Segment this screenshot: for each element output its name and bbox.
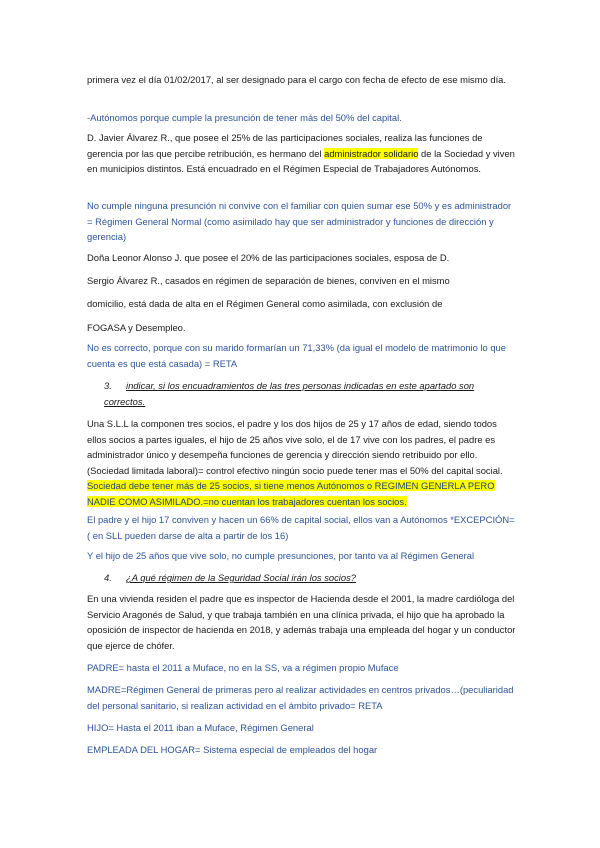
sll-text: Una S.L.L la componen tres socios, el padre y los dos hijos de 25 y 17 años de edad, siendo todos ellos socios a partes iguales, el hijo de 25 años vive solo, el de 17 vive con los padres, el padre es administrador único y desempeña funciones de gerencia y dirección siendo retribuido por ello. (Sociedad limitada laboral)= control efectivo ningún socio puede tener mas el 50% del capital social. <box>87 418 503 476</box>
highlight-sll-answer: Sociedad debe tener más de 25 socios, si tiene menos Autónomos o REGIMEN GENERLA PERO NADIE COMO ASIMILADO.=no cuentan los trabajadores cuentan los socios. <box>87 480 495 507</box>
answer-leonor: No es correcto, porque con su marido formarían un 71,33% (da igual el modelo de matrimonio lo que cuenta es que está casada) = RETA <box>87 342 506 369</box>
heading-4-text: ¿A qué régimen de la Seguridad Social irán los socios? <box>126 572 356 583</box>
paragraph-leonor-2: Sergio Álvarez R., casados en régimen de separación de bienes, conviven en el mismo <box>87 275 450 286</box>
highlight-administrador: administrador solidario <box>324 147 419 159</box>
answer-hijo: HIJO= Hasta el 2011 iban a Muface, Régimen General <box>87 722 314 733</box>
paragraph-leonor-1: Doña Leonor Alonso J. que posee el 20% de las participaciones sociales, esposa de D. <box>87 252 450 263</box>
answer-autonomos: -Autónomos porque cumple la presunción de tener más del 50% del capital. <box>87 112 402 123</box>
heading-3-text: indicar, si los encuadramientos de las tres personas indicadas en este apartado son correctos. <box>104 380 475 407</box>
section-heading-4 <box>104 570 514 586</box>
paragraph-leonor-4: FOGASA y Desempleo. <box>87 322 186 333</box>
answer-javier: No cumple ninguna presunción ni convive con el familiar con quien sumar ese 50% y es administrador = Régimen General Normal (como asimilado hay que ser administrador y funciones de dirección y gerencia) <box>87 200 512 243</box>
paragraph-sll <box>87 416 517 510</box>
answer-madre: MADRE=Régimen General de primeras pero al realizar actividades en centros privados…(peculiaridad del personal sanitario, si realizan actividad en el ámbito privado= RETA <box>87 684 514 711</box>
paragraph-vivienda: En una vivienda residen el padre que es inspector de Hacienda desde el 2001, la madre cardióloga del Servicio Aragonés de Salud, y que trabaja también en una clínica privada, el hijo que ha aprobado la oposición de inspector de hacienda en 2018, y además trabaja una empleada del hogar y un conductor que ejerce de chófer. <box>87 593 516 651</box>
javier-text-a: D. Javier Álvarez R., que posee el 25% de las participaciones sociales, realiza las funciones de gerencia por las que percibe retribución, es hermano del <box>87 132 483 159</box>
answer-padre-hijo17: El padre y el hijo 17 conviven y hacen un 66% de capital social, ellos van a Autónomos *EXCEPCIÓN=( en SLL pueden darse de alta a partir de los 16) <box>87 514 515 541</box>
paragraph-intro: primera vez el día 01/02/2017, al ser designado para el cargo con fecha de efecto de ese mismo día. <box>87 74 507 85</box>
paragraph-javier <box>87 130 517 177</box>
javier-text-b: de la Sociedad y viven en municipios distintos. Está encuadrado en el Régimen Especial de Trabajadores Autónomos. <box>87 147 515 175</box>
answer-hijo25: Y el hijo de 25 años que vive solo, no cumple presunciones, por tanto va al Régimen General <box>87 550 475 561</box>
heading-3-number: 3. <box>104 380 112 391</box>
section-heading-3 <box>104 378 514 409</box>
paragraph-leonor-3: domicilio, está dada de alta en el Régimen General como asimilada, con exclusión de <box>87 298 443 309</box>
heading-4-number: 4. <box>104 572 112 583</box>
answer-empleada: EMPLEADA DEL HOGAR= Sistema especial de empleados del hogar <box>87 744 378 755</box>
answer-padre: PADRE= hasta el 2011 a Muface, no en la SS, va a régimen propio Muface <box>87 662 399 673</box>
